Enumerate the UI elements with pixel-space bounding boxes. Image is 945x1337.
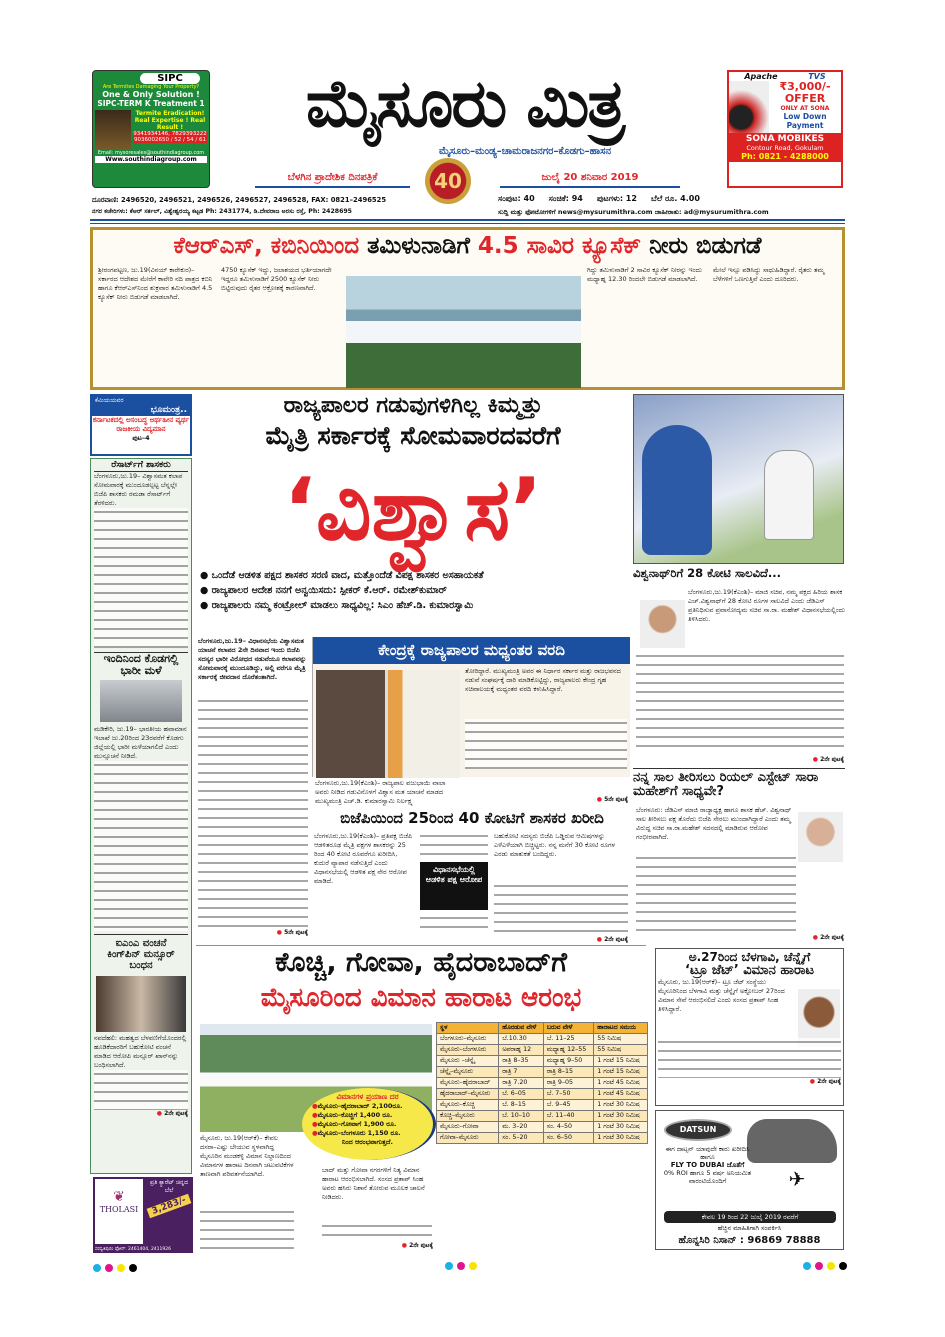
termite-photo	[95, 110, 131, 150]
masthead-regions: ಮೈಸೂರು–ಮಂಡ್ಯ–ಚಾಮರಾಜನಗರ–ಕೊಡಗು–ಹಾಸನ	[438, 146, 612, 157]
anniversary-emblem	[425, 158, 471, 204]
bullet-item: ● ರಾಜ್ಯಪಾಲರು ನಮ್ಮ ಕಂಟ್ರೋಲ್ ಮಾಡಲು ಸಾಧ್ಯವಿಲ್ಲ: ಸಿಎಂ ಹೆಚ್.ಡಿ. ಕುಮಾರಸ್ವಾಮಿ	[200, 600, 474, 611]
vishwanath-text: ಬೆಂಗಳೂರು,ಜು.19(ಕೆಎಂಶಿ)– ಮಾಜಿ ಸಚಿವ, ನಮ್ಮ ಪಕ್ಷದ ಹಿರಿಯ ಶಾಸಕ ಎಚ್.ವಿಶ್ವನಾಥ್‌ಗೆ 28 ಕೋಟಿ ರೂಗಳ ಸಾಲವಿದೆ ಎಂದು ಜೆಡಿಎಸ್ ಪ್ರತಿನಿಧಿಸುವ ಪ್ರವಾಸೋದ್ಯಮ ಸಚಿವ ಸಾ.ರಾ. ಮಹೇಶ್ ವಿಧಾನಸಭೆಯಲ್ಲಿಂದು ತಿಳಿಸಿದರು.	[688, 588, 845, 623]
story-text: ಮಡಿಕೇರಿ, ಜು.19– ಭಾರತೀಯ ಹವಾಮಾನ ಇಲಾಖೆ ಜು.20ರಿಂದ 23ರವರೆಗೆ ಕೊಡಗು ಜಿಲ್ಲೆಯಲ್ಲಿ ಭಾರೀ ಮಳೆಯಾಗಲಿದೆ ಎಂದು ಮುನ್ಸೂಚನೆ ನೀಡಿದೆ.	[94, 725, 187, 761]
lead-column: ಗಿದ್ದು ತಮಿಳುನಾಡಿಗೆ 2 ಸಾವಿರ ಕ್ಯೂಸೆಕ್ ನೀರನ್ನು ಇಂದು ಮಧ್ಯಾಹ್ನ 12.30 ರಿಂದಲೇ ಬಿಡುಗಡೆ ಮಾಡಲಾಗಿದೆ.	[587, 266, 702, 283]
trujet-headline: ಅ.27ರಿಂದ ಬೆಳಗಾವಿ, ಚೆನ್ನೈಗೆ	[688, 950, 811, 964]
offer-sub: ONLY AT SONA	[780, 105, 830, 112]
table-cell: ಅಪರಾಹ್ನ 12	[499, 1045, 544, 1056]
table-header	[437, 1023, 648, 1034]
bullet-text: ಒಂದೆಡೆ ಆಡಳಿತ ಪಕ್ಷದ ಶಾಸಕರ ಸರಣಿ ವಾದ, ಮತ್ತೊಂದೆಡೆ ವಿಪಕ್ಷ ಶಾಸಕರ ಅಸಹಾಯಕತೆ	[211, 570, 484, 581]
headline-part: ಕೆಆರ್‌ಎಸ್, ಕಬಿನಿಯಿಂದ	[173, 233, 360, 259]
offer-dates: ಕೇವಲ 19 ರಿಂದ 22 ಜುಲೈ 2019 ರವರೆಗೆ	[664, 1211, 836, 1223]
story-title: ಐಎಂಎ ವಂಚನೆ ಕಿಂಗ್‌ಪಿನ್ ಮನ್ಸೂರ್ ಬಂಧನ	[94, 934, 188, 974]
table-cell: ಮ. 3–20	[499, 1122, 544, 1133]
bjp-callout: ವಿಧಾನಸಭೆಯಲ್ಲಿ ಆಡಳಿತ ಪಕ್ಷ ಆರೋಪ	[420, 862, 488, 910]
lead-headline	[93, 230, 842, 262]
section-rule	[196, 945, 646, 946]
text-lines	[200, 1208, 294, 1251]
table-cell: ಮಧ್ಯಾಹ್ನ 12–55	[543, 1045, 594, 1056]
dealer-addr: Contour Road, Gokulam	[746, 144, 824, 152]
text-lines	[94, 508, 188, 648]
page-count: ಪುಟಗಳು: 12	[596, 194, 637, 203]
table-cell: ಮೈಸೂರು–ಹೈದರಾಬಾದ್	[437, 1078, 499, 1089]
table-cell: 55 ನಿಮಿಷ	[594, 1045, 648, 1056]
lead-column: ಮೇಲೆ ಇಸ್ಸೂ ಪಡಿಸಿದ್ದು ಸಾಧುಹಿಡಿದ್ದಾರೆ. ರೈತರು ತಮ್ಮ ಬೆಳೆಗಳಿಗೆ ಒಣಗುತ್ತಿವೆ ಎಂದು ದೂರಿದರು.	[713, 266, 825, 283]
table-cell: ಮೈಸೂರು –ಚೆನ್ನೈ	[437, 1056, 499, 1067]
ad-web: Www.southindiagroup.com	[95, 156, 207, 163]
story-text: ನವದೆಹಲಿ: ಮಹತ್ವದ ಬೆಳವಣಿಗೆಯೊಂದರಲ್ಲಿ ಹೂಡಿಕೆದಾರರಿಗೆ ಬಹುಕೋಟಿ ವಂಚನೆ ಮಾಡಿದ ಆರೋಪಿ ಮನ್ಸೂರ್ ಖಾನ್‌ನನ್ನು ಬಂಧಿಸಲಾಗಿದೆ.	[94, 1034, 187, 1070]
bjp-text: ಬಹುಕೋಟಿ ಸದಸ್ಯರು ಬಿಜೆಪಿ ಒಡ್ಡಿರುವ ಆಮಿಷಗಳನ್ನು ಎಳೆಎಳೆಯಾಗಿ ಬಿಚ್ಚಿಟ್ಟರು. ನನ್ನ ಮನೆಗೆ 30 ಕೋಟಿ ರೂಗಳ ಎರಡು ಮಾತುಕತೆ ಬಂದಿದ್ದರು.	[494, 832, 616, 858]
table-cell: 1 ಗಂಟೆ 15 ನಿಮಿಷ	[594, 1067, 648, 1078]
masthead-title: ಮೈಸೂರು ಮಿತ್ರ	[305, 65, 624, 142]
continued-link[interactable]: ● 2ನೇ ಪುಟಕ್ಕೆ	[560, 936, 628, 944]
dealer-name: SONA MOBIKES	[745, 134, 825, 144]
continued-link[interactable]: ● 2ನೇ ಪುಟಕ್ಕೆ	[658, 1078, 841, 1086]
table-cell: ಮೈಸೂರು–ಕೊಚ್ಚಿ	[437, 1100, 499, 1111]
bike-brand: TVS	[808, 72, 826, 81]
issue-date: ಜುಲೈ 20 ಶನಿವಾರ 2019	[500, 172, 680, 188]
ad-tag: ಪ್ರತಿ ಕ್ಯಾರೆಟ್ ಚಿನ್ನದ ಬೆಲೆ	[149, 1179, 189, 1194]
table-row	[437, 1067, 648, 1078]
fare-item: ●ಮೈಸೂರು–ಗೋವಾಗೆ 1,900 ರೂ.	[312, 1120, 397, 1128]
ad-line: FLY TO DUBAI ಜೊತೆಗೆ	[670, 1161, 745, 1169]
sipc-logo: SIPC	[140, 73, 200, 84]
table-row	[437, 1034, 648, 1045]
table-cell: ಮೈಸೂರು–ಗೋವಾ	[437, 1122, 499, 1133]
continued-link[interactable]: ● 2ನೇ ಪುಟಕ್ಕೆ	[780, 756, 844, 764]
column-header: ಹಾರಾಟದ ಸಮಯ	[594, 1023, 648, 1034]
price: ಬೆಲೆ ರೂ. 4.00	[650, 194, 700, 203]
headline-part: ತಮಿಳುನಾಡಿಗೆ	[367, 233, 470, 259]
column-header: ಸ್ಥಳ	[437, 1023, 499, 1034]
bullet-item: ● ಒಂದೆಡೆ ಆಡಳಿತ ಪಕ್ಷದ ಶಾಸಕರ ಸರಣಿ ವಾದ, ಮತ್ತೊಂದೆಡೆ ವಿಪಕ್ಷ ಶಾಸಕರ ಅಸಹಾಯಕತೆ	[200, 570, 484, 581]
story-text: ಬೆಂಗಳೂರು,ಜು.19– ವಿಶ್ವಾಸಮತ ಕಲಾಪ ಸೋಮವಾರಕ್ಕೆ ಮುಂದೂಡಲ್ಪಟ್ಟ ಬೆನ್ನಲ್ಲೇ ಬಿಜೆಪಿ ಶಾಸಕರು ರಮಡಾ ರೆಸಾರ್ಟ್‌ಗೆ ತೆರಳಿದರು.	[94, 471, 183, 507]
text-lines	[420, 914, 488, 934]
text-lines	[322, 1222, 432, 1240]
column-title: ಭೂಮಂತ್ರ..	[150, 405, 187, 415]
ad-line: Termite Eradication! Real Expertise ! Real Result !	[134, 110, 206, 131]
rain-photo	[100, 680, 182, 722]
main-kicker-1: ರಾಜ್ಯಪಾಲರ ಗಡುವುಗಳಿಗಿಲ್ಲ ಕಿಮ್ಮತ್ತು	[283, 393, 543, 418]
table-cell: ಬೆ. 11–25	[543, 1034, 594, 1045]
main-kicker-2: ಮೈತ್ರಿ ಸರ್ಕಾರಕ್ಕೆ ಸೋಮವಾರದವರೆಗೆ	[265, 421, 561, 450]
table-cell: ಚೆನ್ನೈ–ಮೈಸೂರು	[437, 1067, 499, 1078]
vishwanath-photo	[640, 600, 685, 648]
table-cell: ರಾತ್ರಿ 7.20	[499, 1078, 544, 1089]
table-row	[437, 1078, 648, 1089]
continued-link[interactable]: ● 2ನೇ ಪುಟಕ್ಕೆ	[365, 1242, 433, 1250]
table-row	[437, 1122, 648, 1133]
table-cell: 55 ನಿಮಿಷ	[594, 1034, 648, 1045]
masthead-tagline: ಬೆಳಗಿನ ಪ್ರಾದೇಶಿಕ ದಿನಪತ್ರಿಕೆ	[255, 172, 410, 188]
table-cell: ಬೆ. 7–50	[543, 1089, 594, 1100]
ad-phone: 9341934146, 7829393222 9036002650 / 52 / 54 / 61	[133, 131, 207, 143]
arrest-photo	[96, 976, 186, 1032]
ad-question: Are Termites Damaging Your Property?	[102, 84, 200, 90]
lead-story	[90, 227, 845, 390]
continued-link[interactable]: ● 2ನೇ ಪುಟಕ್ಕೆ	[94, 1110, 188, 1118]
volume: ಸಂಪುಟ: 40	[498, 194, 535, 203]
dealer-phone: Ph: 0821 - 4288000	[741, 152, 829, 161]
registration-marks	[803, 1255, 851, 1274]
bike-model: Apache	[744, 72, 778, 81]
fare-text: ಮೈಸೂರು–ಕೊಚ್ಚಿಗೆ 1,400 ರೂ.	[317, 1111, 393, 1119]
text-lines	[94, 1070, 188, 1110]
fare-text: ಮೈಸೂರು–ಗೋವಾಗೆ 1,900 ರೂ.	[317, 1120, 397, 1128]
text-lines	[658, 1038, 841, 1078]
fare-callout	[302, 1088, 436, 1160]
table-cell: 1 ಗಂಟೆ 30 ನಿಮಿಷ	[594, 1133, 648, 1144]
political-cartoon	[633, 394, 844, 564]
table-row	[437, 1133, 648, 1144]
ad-line: ಈಗ ದಾಟ್ಸನ್ ಯಾವುದೇ ಕಾರು ಖರೀದಿಸಿ ಹಾಗೂ	[665, 1145, 750, 1161]
table-cell: ಬೆ. 9–45	[543, 1100, 594, 1111]
table-cell: ಬೆ.10.30	[499, 1034, 544, 1045]
photo-caption: ಬೆಂಗಳೂರು,ಜು.19(ಕೆಎಂಶಿ)– ರಾಜ್ಯಪಾಲ ವಜುಭಾಯಿ ವಾಲಾ ಅವರು ನೀಡಿದ ಗಡುವಿನೊಳಗೆ ವಿಶ್ವಾಸ ಮತ ಯಾಚನೆ ಮಾಡದ ಮುಖ್ಯಮಂತ್ರಿ ಎಚ್.ಡಿ. ಕುಮಾರಸ್ವಾಮಿ ನಿರ್ಲಕ್ಷ್ಯ	[315, 779, 446, 805]
table-cell: ಗೋವಾ–ಮೈಸೂರು	[437, 1133, 499, 1144]
table-cell: 1 ಗಂಟೆ 15 ನಿಮಿಷ	[594, 1056, 648, 1067]
text-lines	[494, 882, 628, 932]
flights-text: ಬಾದ್ ಮತ್ತು ಗೋವಾ ನಗರಗಳಿಗೆ ನಿತ್ಯ ವಿಮಾನ ಹಾರಾಟ ಆರಂಭಿಸಲಾಗಿದೆ. ಸಂಸದ ಪ್ರತಾಪ್ ಸಿಂಹ ಅವರು ಹಸಿರು ನಿಶಾನೆ ತೋರುವ ಮೂಲಕ ಚಾಲನೆ ನೀಡಿದರು.	[322, 1166, 425, 1201]
column-label: ಕೆಮಿಯಯವರ	[95, 397, 124, 404]
cartoon-figure	[764, 450, 814, 540]
ad-line: One & Only Solution !	[102, 90, 200, 99]
ad-brand: THOLASI	[99, 1205, 139, 1214]
mahesh-photo	[798, 812, 843, 862]
trujet-headline: ‘ಟ್ರೂ ಜೆಟ್’ ವಿಮಾನ ಹಾರಾಟ	[685, 963, 814, 979]
mahesh-text: ಬೆಂಗಳೂರು: ಜೆಡಿಎಸ್ ಮಾಜಿ ರಾಜ್ಯಾಧ್ಯಕ್ಷ ಹಾಗೂ ಶಾಸಕ ಹೆಚ್. ವಿಶ್ವನಾಥ್ ಸಾಲ ತೀರಿಸಲು ಪಕ್ಷ ತೊರೆದು ಬಿಜೆಪಿ ಸೇರಲು ಮುಂದಾಗಿದ್ದಾರೆ ಎಂದು ತಮ್ಮ ವಿರುದ್ಧ ಸಚಿವ ಸಾ.ರಾ.ಮಹೇಶ್ ಸದನದಲ್ಲಿ ಮಾಡಿರುವ ಆರೋಪ ಗಂಭೀರವಾಗಿದೆ.	[636, 806, 792, 841]
table-row	[437, 1089, 648, 1100]
table-cell: ಮೈಸೂರು–ಬೆಂಗಳೂರು	[437, 1045, 499, 1056]
fare-text: ಮೈಸೂರು–ಹೈದರಾಬಾದ್ 2,100ರೂ.	[317, 1102, 403, 1110]
continued-link[interactable]: ● 5ನೇ ಪುಟಕ್ಕೆ	[198, 929, 308, 937]
flights-headline-2: ಮೈಸೂರಿಂದ ವಿಮಾನ ಹಾರಾಟ ಆರಂಭ	[260, 983, 582, 1013]
issue-number: ಸಂಚಿಕೆ: 94	[548, 194, 583, 203]
bullet-item: ● ರಾಜ್ಯಪಾಲರ ಆದೇಶ ನನಗೆ ಅನ್ವಯಿಸದು: ಸ್ಪೀಕರ್ ಕೆ.ಆರ್. ರಮೇಶ್‌ಕುಮಾರ್	[200, 585, 447, 596]
table-cell: ರಾತ್ರಿ 8–15	[543, 1067, 594, 1078]
flight-schedule-table	[436, 1022, 648, 1144]
car-photo	[747, 1119, 837, 1163]
table-cell: ಸಂ. 5–20	[499, 1133, 544, 1144]
table-cell: ರಾತ್ರಿ 7	[499, 1067, 544, 1078]
ad-tholasi[interactable]	[93, 1177, 193, 1253]
city-offices: ನಗರ ಕಚೇರಿಗಳು: ಕೆಆರ್ ಸರ್ಕಲ್, ವಿಶ್ವೇಶ್ವರಯ್ಯ ಕಟ್ಟಡ Ph: 2431774, ಡಿ.ದೇವರಾಜ ಅರಸು ರಸ್ತೆ, Ph: 2428695	[92, 208, 352, 215]
column-teaser: ಕರ್ನಾಟಕದಲ್ಲಿ ಅಸಂಬದ್ಧ ಅರ್ಥಹೀನ ವ್ಯರ್ಥ ರಾಜಕೀಯ ವಿದ್ಯಮಾನ	[92, 416, 190, 433]
contact-emails: ಸುದ್ದಿ ಮತ್ತು ಫೋಟೋಗಳಿಗೆ news@mysurumithra.com ಜಾಹೀರಾತು: ad@mysurumithra.com	[498, 208, 769, 216]
table-row	[437, 1045, 648, 1056]
table-cell: ಸಂ. 6–50	[543, 1133, 594, 1144]
bjp-text: ಬೆಂಗಳೂರು,ಜು.19(ಕೆಎಂಶಿ)– ಪ್ರತಿಪಕ್ಷ ಬಿಜೆಪಿ ಆಡಳಿತರೂಢ ಮೈತ್ರಿ ಪಕ್ಷಗಳ ಶಾಸಕರನ್ನು 25 ರಿಂದ 40 ಕೋಟಿ ರೂವರೆಗೂ ಖರೀದಿಸಿ, ಕುದುರೆ ವ್ಯಾಪಾರ ನಡೆಸುತ್ತಿದೆ ಎಂದು ವಿಧಾನಸಭೆಯಲ್ಲಿ ಆಡಳಿತ ಪಕ್ಷ ನೇರ ಆರೋಪ ಮಾಡಿದೆ.	[314, 832, 413, 885]
datsun-logo: DATSUN	[664, 1119, 732, 1141]
offer-low: Low Down Payment	[783, 112, 827, 130]
registration-marks	[93, 1257, 141, 1276]
fare-item: ●ಮೈಸೂರು–ಕೊಚ್ಚಿಗೆ 1,400 ರೂ.	[312, 1111, 393, 1119]
fare-item: ●ಮೈಸೂರು–ಬೆಂಗಳೂರು 1,150 ರೂ.	[312, 1129, 401, 1137]
story-title: ಇಂದಿನಿಂದ ಕೊಡಗಲ್ಲಿ ಭಾರೀ ಮಳೆ	[94, 652, 188, 677]
flights-headline-1: ಕೊಚ್ಚಿ, ಗೋವಾ, ಹೈದರಾಬಾದ್‌ಗೆ	[275, 947, 567, 978]
governor-report-section	[312, 637, 630, 777]
text-lines	[198, 697, 308, 929]
fare-note: ನಿಂದ ಆರಂಭವಾಗುತ್ತದೆ.	[342, 1138, 393, 1146]
table-cell: ಸಂ. 4–50	[543, 1122, 594, 1133]
cm-governor-photo	[316, 670, 460, 778]
ad-line: 0% ROI ಹಾಗೂ 5 ವರ್ಷ ಅನಿಯಮಿತ ವಾರಂಟಿಯೊಂದಿಗೆ	[663, 1169, 752, 1185]
table-cell: ಮಧ್ಯಾಹ್ನ 9–50	[543, 1056, 594, 1067]
fare-item: ●ಮೈಸೂರು–ಹೈದರಾಬಾದ್ 2,100ರೂ.	[312, 1102, 403, 1110]
masthead-rule	[90, 219, 845, 224]
table-cell: 1 ಗಂಟೆ 45 ನಿಮಿಷ	[594, 1078, 648, 1089]
ad-contact: ಸರಸ್ವತಿಪುರಂ ಫೋನ್: 2461404, 2411926	[95, 1247, 171, 1252]
table-cell: ಬೆ. 6–05	[499, 1089, 544, 1100]
table-cell: ಬೆ. 8–15	[499, 1100, 544, 1111]
plane-skyline-icon: ✈	[788, 1167, 806, 1191]
ad-sipc[interactable]	[92, 70, 210, 188]
table-row	[437, 1100, 648, 1111]
tholasi-logo-icon: ❦	[113, 1189, 125, 1205]
ad-more: ಹೆಚ್ಚಿನ ಮಾಹಿತಿಗಾಗಿ ಸಂಪರ್ಕಿಸಿ	[717, 1224, 782, 1232]
trujet-story	[655, 948, 844, 1106]
left-news-panel	[90, 458, 192, 1174]
contact-phones: ದೂರವಾಣಿ: 2496520, 2496521, 2496526, 2496527, 2496528, FAX: 0821–2496525	[92, 196, 387, 204]
main-headline: ‘ವಿಶ್ವಾಸ’	[283, 460, 543, 560]
anniversary-number: 40	[434, 169, 462, 193]
page-ref: ಪುಟ–4	[132, 434, 150, 442]
main-story-column	[198, 637, 308, 945]
flights-text: ಮೈಸೂರು, ಜು.19(ಆರ್‌ಕೆ)– ಕೇವಲ ದಸರಾ–ಎಷ್ಟು ಬೇಯುವ ಸ್ಥಳವಾಗಿದ್ದ ಮೈಸೂರಿನ ಮಂಡಕಳ್ಳಿ ವಿಮಾನ ನಿಲ್ದಾಣದಿಂದ ವಿಮಾನಗಳ ಹಾರಾಟ ದಿನವಾಗಿ ಚಟುವಟಿಕೆಗಳ ತಾಣವಾಗಿ ಪರಿವರ್ತನೆಯಾಗಿದೆ.	[200, 1134, 294, 1178]
story-title: ರೆಸಾರ್ಟ್‌ಗೆ ಶಾಸಕರು	[94, 461, 188, 472]
dam-photo	[346, 276, 581, 388]
table-cell: 1 ಗಂಟೆ 30 ನಿಮಿಷ	[594, 1122, 648, 1133]
headline-part: ನೀರು ಬಿಡುಗಡೆ	[649, 233, 762, 259]
bhoomantra-box[interactable]	[90, 394, 192, 456]
ad-datsun[interactable]	[655, 1110, 844, 1250]
lead-column: ಶ್ರೀರಂಗಪಟ್ಟಣ, ಜು.19(ವಿನಯ್ ಕಾರೇಕುರ)– ಸರ್ಕಾರದ ಆದೇಶದ ಮೇರೆಗೆ ಕಾವೇರಿ ನದಿ ಪಾತ್ರದ ಕಬಿನಿ ಹಾಗೂ ಕೆಆರ್‌ಎಸ್‌ನಿಂದ ಶುಕ್ರವಾರ ತಮಿಳುನಾಡಿಗೆ 4.5 ಕ್ಯೂಸೆಕ್ ನೀರು ಬಿಡುಗಡೆ ಮಾಡಲಾಗಿದೆ.	[98, 266, 213, 301]
text-lines	[94, 761, 188, 931]
lead-column: 4750 ಕ್ಯೂಸೆಕ್ ಇದ್ದು, ಜಲಾಶಯದ ಭರ್ತಿಯಾಗದೇ ಇದ್ದರೂ ತಮಿಳುನಾಡಿಗೆ 2500 ಕ್ಯೂಸೆಕ್ ನೀರು ಬಿಟ್ಟಿರುವುದು ರೈತರ ಆಕ್ರೋಶಕ್ಕೆ ಕಾರಣವಾಗಿದೆ.	[221, 266, 332, 292]
mahesh-headline: ನನ್ನ ಸಾಲ ತೀರಿಸಲು ರಿಯಲ್ ಎಸ್ಟೇಟ್ ಸಾರಾ ಮಹೇಶ್‌ಗೆ ಸಾಧ್ಯವೇ?	[633, 768, 845, 800]
table-cell: ಬೆಂಗಳೂರು–ಮೈಸೂರು	[437, 1034, 499, 1045]
continued-link[interactable]: ● 5ನೇ ಪುಟಕ್ಕೆ	[560, 796, 628, 804]
bjp-headline: ಬಿಜೆಪಿಯಿಂದ 25ರಿಂದ 40 ಕೋಟಿಗೆ ಶಾಸಕರ ಖರೀದಿ	[340, 809, 604, 827]
governor-banner: ಕೇಂದ್ರಕ್ಕೆ ರಾಜ್ಯಪಾಲರ ಮಧ್ಯಂತರ ವರದಿ	[313, 637, 630, 664]
fare-title: ವಿಮಾನಗಳ ಪ್ರಯಾಣ ದರ	[336, 1092, 399, 1101]
issue-meta	[498, 194, 700, 204]
table-cell: 1 ಗಂಟೆ 30 ನಿಮಿಷ	[594, 1100, 648, 1111]
headline-part: 4.5 ಸಾವಿರ ಕ್ಯೂಸೆಕ್	[477, 233, 642, 259]
motorbike-photo	[729, 81, 769, 133]
story-text: ಬೆಂಗಳೂರು,ಜು.19– ವಿಧಾನಸಭೆಯ ವಿಶ್ವಾಸಮತ ಯಾಚನೆ ಕಲಾಪದ 2ನೇ ದಿನವಾದ ಇಂದು ಬಿಜೆಪಿ ಸದಸ್ಯರ ಭಾರೀ ವಿರೋಧದ ನಡುವೆಯೂ ಕಲಾಪವನ್ನು ಸೋಮವಾರಕ್ಕೆ ಮುಂದೂಡಿದ್ದು, ಅಲ್ಲಿ ವರೆಗೂ ಮೈತ್ರಿ ಸರ್ಕಾರಕ್ಕೆ ಜೀವದಾನ ದೊರೆತಂತಾಗಿದೆ.	[198, 637, 307, 681]
ad-email: Email: mysoresales@southindiagroup.com	[97, 150, 205, 156]
text-lines	[465, 719, 627, 769]
offer-text: ₹3,000/- OFFER	[779, 80, 831, 105]
text-lines	[420, 832, 488, 858]
text-lines	[636, 854, 796, 932]
table-cell: 1 ಗಂಟೆ 45 ನಿಮಿಷ	[594, 1089, 648, 1100]
table-cell: ಹೈದರಾಬಾದ್–ಮೈಸೂರು	[437, 1089, 499, 1100]
cartoon-boxer-figure	[642, 425, 712, 555]
table-cell: ಬೆ. 11–40	[543, 1111, 594, 1122]
gold-price: 3,283/-	[147, 1194, 192, 1218]
vishwanath-headline: ವಿಶ್ವನಾಥ್‌ರಿಗೆ 28 ಕೋಟಿ ಸಾಲವಿದೆ...	[633, 566, 781, 580]
bullet-text: ರಾಜ್ಯಪಾಲರ ಆದೇಶ ನನಗೆ ಅನ್ವಯಿಸದು: ಸ್ಪೀಕರ್ ಕೆ.ಆರ್. ರಮೇಶ್‌ಕುಮಾರ್	[211, 585, 447, 596]
continued-link[interactable]: ● 2ನೇ ಪುಟಕ್ಕೆ	[780, 934, 844, 942]
table-cell: ರಾತ್ರಿ 8–35	[499, 1056, 544, 1067]
column-header: ಹೊರಡುವ ವೇಳೆ	[499, 1023, 544, 1034]
registration-marks	[445, 1255, 481, 1274]
dealer-contact: ಹೊನ್ನಸಿರಿ ನಿಸಾನ್ : 96869 78888	[678, 1235, 821, 1246]
ad-sona-mobikes[interactable]	[727, 70, 843, 188]
trujet-text: ಮೈಸೂರು, ಜು.19(ಆರ್‌ಕೆ)– ಟ್ರೂ ಜೆಟ್ ಸಂಸ್ಥೆಯು ಮೈಸೂರಿನಿಂದ ಬೆಳಗಾವಿ ಮತ್ತು ಚೆನ್ನೈಗೆ ಅಕ್ಟೋಬರ್ 27ರಿಂದ ವಿಮಾನ ಸೇವೆ ಆರಂಭಿಸಲಿದೆ ಎಂದು ಸಂಸದ ಪ್ರತಾಪ್ ಸಿಂಹ ತಿಳಿಸಿದ್ದಾರೆ.	[658, 978, 785, 1014]
table-cell: ಬೆ. 10–10	[499, 1111, 544, 1122]
table-cell: ಕೊಚ್ಚಿ–ಮೈಸೂರು	[437, 1111, 499, 1122]
story-text: ತೋರಿದ್ದಾರೆ. ಮುಖ್ಯಮಂತ್ರಿ ಅವರ ಈ ನಿರ್ಧಾರ ಸರ್ಕಾರ ಮತ್ತು ರಾಜಭವನದ ನಡುವೆ ಸಂಘರ್ಷಕ್ಕೆ ದಾರಿ ಮಾಡಿಕೊಟ್ಟಿದ್ದು, ರಾಜ್ಯಪಾಲರು ಕೇಂದ್ರ ಗೃಹ ಸಚಿವಾಲಯಕ್ಕೆ ಮಧ್ಯಂತರ ವರದಿ ಕಳುಹಿಸಿದ್ದಾರೆ.	[465, 667, 621, 693]
table-cell: 1 ಗಂಟೆ 30 ನಿಮಿಷ	[594, 1111, 648, 1122]
ad-line: SIPC-TERM K Treatment 1	[97, 99, 205, 108]
main-bullets	[200, 568, 630, 613]
table-cell: ರಾತ್ರಿ 9–05	[543, 1078, 594, 1089]
table-row	[437, 1111, 648, 1122]
column-header: ಬರುವ ವೇಳೆ	[543, 1023, 594, 1034]
fare-text: ಮೈಸೂರು–ಬೆಂಗಳೂರು 1,150 ರೂ.	[317, 1129, 401, 1137]
text-lines	[636, 652, 844, 754]
bullet-text: ರಾಜ್ಯಪಾಲರು ನಮ್ಮ ಕಂಟ್ರೋಲ್ ಮಾಡಲು ಸಾಧ್ಯವಿಲ್ಲ: ಸಿಎಂ ಹೆಚ್.ಡಿ. ಕುಮಾರಸ್ವಾಮಿ	[211, 600, 474, 611]
table-row	[437, 1056, 648, 1067]
